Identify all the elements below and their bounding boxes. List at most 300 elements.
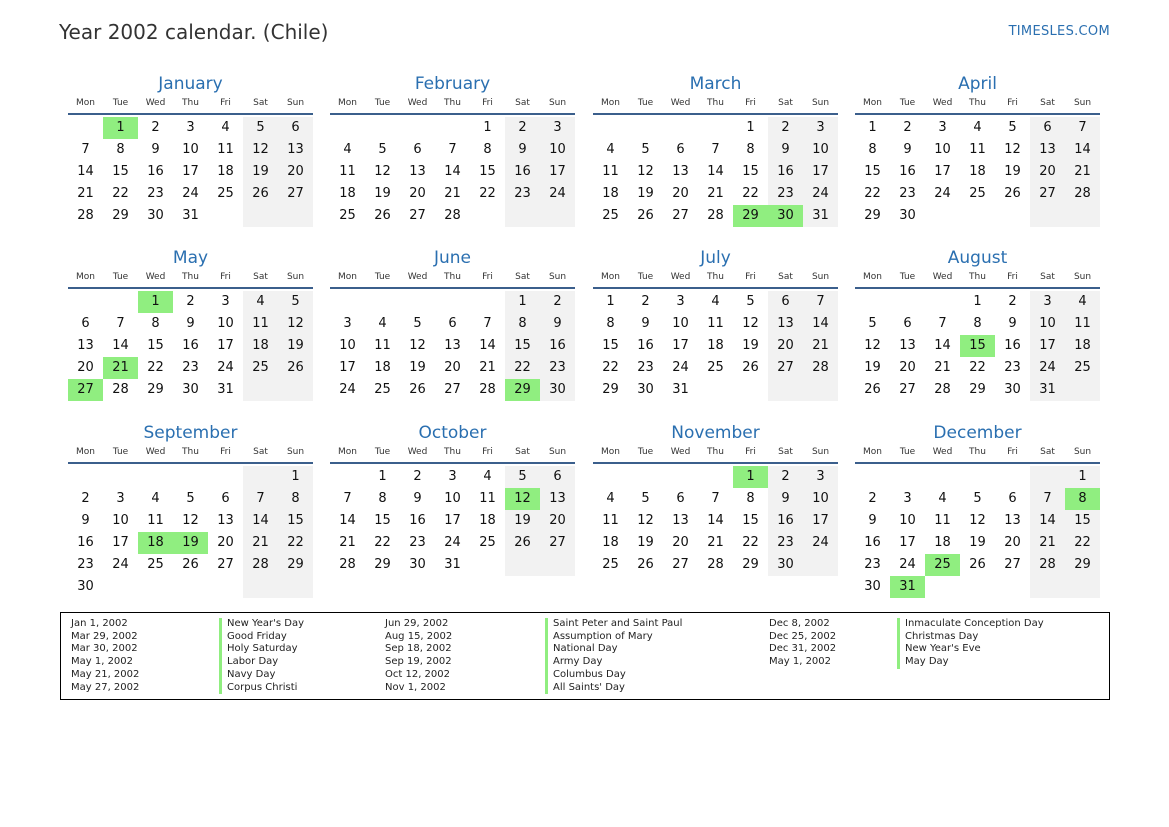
day-cell[interactable]: 26 [969,557,986,572]
day-cell[interactable]: 9 [186,316,195,331]
day-cell[interactable]: 26 [742,360,759,375]
day-cell[interactable]: 17 [803,510,838,532]
day-cell[interactable]: 13 [672,164,689,179]
day-cell[interactable]: 2 [413,469,422,484]
day-cell[interactable]: 11 [934,513,951,528]
day-cell[interactable]: 23 [768,532,803,554]
day-cell[interactable]: 12 [637,164,654,179]
holiday-day-cell[interactable]: 12 [505,488,540,510]
day-cell[interactable]: 30 [147,208,164,223]
day-cell[interactable]: 10 [182,142,199,157]
day-cell[interactable]: 31 [217,382,234,397]
day-cell[interactable]: 23 [147,186,164,201]
day-cell[interactable]: 11 [147,513,164,528]
day-cell[interactable]: 21 [479,360,496,375]
day-cell[interactable]: 21 [707,535,724,550]
day-cell[interactable]: 17 [182,164,199,179]
day-cell[interactable]: 23 [1004,360,1021,375]
day-cell[interactable]: 23 [540,357,575,379]
day-cell[interactable]: 6 [676,491,685,506]
day-cell[interactable]: 22 [112,186,129,201]
day-cell[interactable]: 25 [1065,357,1100,379]
day-cell[interactable]: 20 [409,186,426,201]
day-cell[interactable]: 8 [378,491,387,506]
day-cell[interactable]: 24 [217,360,234,375]
day-cell[interactable]: 3 [116,491,125,506]
day-cell[interactable]: 14 [803,313,838,335]
day-cell[interactable]: 21 [77,186,94,201]
day-cell[interactable]: 11 [969,142,986,157]
day-cell[interactable]: 12 [374,164,391,179]
day-cell[interactable]: 1 [973,294,982,309]
day-cell[interactable]: 5 [505,466,540,488]
day-cell[interactable]: 18 [374,360,391,375]
day-cell[interactable]: 16 [768,161,803,183]
day-cell[interactable]: 20 [1004,535,1021,550]
day-cell[interactable]: 25 [707,360,724,375]
day-cell[interactable]: 19 [969,535,986,550]
day-cell[interactable]: 30 [77,579,94,594]
day-cell[interactable]: 11 [374,338,391,353]
holiday-day-cell[interactable]: 29 [733,205,768,227]
day-cell[interactable]: 19 [1004,164,1021,179]
day-cell[interactable]: 19 [742,338,759,353]
day-cell[interactable]: 13 [278,139,313,161]
day-cell[interactable]: 28 [243,554,278,576]
day-cell[interactable]: 3 [903,491,912,506]
day-cell[interactable]: 22 [742,186,759,201]
day-cell[interactable]: 2 [868,491,877,506]
day-cell[interactable]: 6 [1030,117,1065,139]
day-cell[interactable]: 1 [606,294,615,309]
day-cell[interactable]: 20 [672,535,689,550]
day-cell[interactable]: 16 [147,164,164,179]
day-cell[interactable]: 10 [444,491,461,506]
day-cell[interactable]: 16 [409,513,426,528]
day-cell[interactable]: 16 [182,338,199,353]
day-cell[interactable]: 17 [934,164,951,179]
day-cell[interactable]: 3 [186,120,195,135]
day-cell[interactable]: 22 [147,360,164,375]
day-cell[interactable]: 11 [1065,313,1100,335]
day-cell[interactable]: 30 [864,579,881,594]
holiday-day-cell[interactable]: 1 [103,117,138,139]
day-cell[interactable]: 4 [378,316,387,331]
day-cell[interactable]: 11 [602,164,619,179]
day-cell[interactable]: 6 [81,316,90,331]
holiday-day-cell[interactable]: 8 [1065,488,1100,510]
day-cell[interactable]: 27 [217,557,234,572]
day-cell[interactable]: 5 [641,491,650,506]
day-cell[interactable]: 29 [374,557,391,572]
day-cell[interactable]: 1 [746,120,755,135]
day-cell[interactable]: 22 [278,532,313,554]
day-cell[interactable]: 16 [1004,338,1021,353]
day-cell[interactable]: 28 [934,382,951,397]
day-cell[interactable]: 22 [1065,532,1100,554]
day-cell[interactable]: 5 [746,294,755,309]
day-cell[interactable]: 28 [444,208,461,223]
day-cell[interactable]: 22 [374,535,391,550]
day-cell[interactable]: 9 [151,142,160,157]
day-cell[interactable]: 2 [81,491,90,506]
day-cell[interactable]: 8 [746,491,755,506]
day-cell[interactable]: 2 [1008,294,1017,309]
day-cell[interactable]: 4 [1065,291,1100,313]
day-cell[interactable]: 3 [221,294,230,309]
day-cell[interactable]: 10 [112,513,129,528]
day-cell[interactable]: 4 [483,469,492,484]
day-cell[interactable]: 24 [934,186,951,201]
day-cell[interactable]: 6 [768,291,803,313]
holiday-day-cell[interactable]: 15 [960,335,995,357]
day-cell[interactable]: 1 [1065,466,1100,488]
day-cell[interactable]: 26 [864,382,881,397]
day-cell[interactable]: 27 [672,208,689,223]
day-cell[interactable]: 6 [413,142,422,157]
day-cell[interactable]: 14 [934,338,951,353]
day-cell[interactable]: 1 [378,469,387,484]
day-cell[interactable]: 28 [77,208,94,223]
day-cell[interactable]: 5 [413,316,422,331]
day-cell[interactable]: 6 [278,117,313,139]
day-cell[interactable]: 25 [243,357,278,379]
day-cell[interactable]: 21 [803,335,838,357]
day-cell[interactable]: 9 [768,488,803,510]
day-cell[interactable]: 31 [672,382,689,397]
day-cell[interactable]: 7 [243,488,278,510]
site-link[interactable]: TIMESLES.COM [1008,24,1110,39]
day-cell[interactable]: 17 [540,161,575,183]
day-cell[interactable]: 15 [147,338,164,353]
day-cell[interactable]: 26 [637,208,654,223]
day-cell[interactable]: 18 [707,338,724,353]
day-cell[interactable]: 1 [483,120,492,135]
day-cell[interactable]: 27 [540,532,575,554]
day-cell[interactable]: 3 [803,117,838,139]
day-cell[interactable]: 13 [1004,513,1021,528]
day-cell[interactable]: 9 [1008,316,1017,331]
day-cell[interactable]: 5 [868,316,877,331]
day-cell[interactable]: 5 [1008,120,1017,135]
day-cell[interactable]: 3 [343,316,352,331]
day-cell[interactable]: 10 [217,316,234,331]
day-cell[interactable]: 17 [803,161,838,183]
day-cell[interactable]: 26 [1004,186,1021,201]
holiday-day-cell[interactable]: 27 [68,379,103,401]
day-cell[interactable]: 24 [444,535,461,550]
day-cell[interactable]: 13 [672,513,689,528]
day-cell[interactable]: 8 [483,142,492,157]
day-cell[interactable]: 9 [540,313,575,335]
day-cell[interactable]: 2 [540,291,575,313]
day-cell[interactable]: 14 [112,338,129,353]
day-cell[interactable]: 21 [1065,161,1100,183]
holiday-day-cell[interactable]: 1 [733,466,768,488]
day-cell[interactable]: 25 [479,535,496,550]
day-cell[interactable]: 2 [903,120,912,135]
day-cell[interactable]: 1 [868,120,877,135]
day-cell[interactable]: 25 [339,208,356,223]
day-cell[interactable]: 7 [116,316,125,331]
day-cell[interactable]: 22 [479,186,496,201]
day-cell[interactable]: 29 [864,208,881,223]
day-cell[interactable]: 2 [151,120,160,135]
day-cell[interactable]: 14 [1030,510,1065,532]
day-cell[interactable]: 4 [343,142,352,157]
day-cell[interactable]: 16 [864,535,881,550]
day-cell[interactable]: 3 [803,466,838,488]
day-cell[interactable]: 15 [864,164,881,179]
day-cell[interactable]: 13 [1030,139,1065,161]
day-cell[interactable]: 31 [182,208,199,223]
day-cell[interactable]: 30 [637,382,654,397]
day-cell[interactable]: 1 [278,466,313,488]
day-cell[interactable]: 6 [221,491,230,506]
day-cell[interactable]: 23 [505,183,540,205]
holiday-day-cell[interactable]: 18 [138,532,173,554]
day-cell[interactable]: 10 [803,139,838,161]
day-cell[interactable]: 21 [444,186,461,201]
day-cell[interactable]: 11 [707,316,724,331]
day-cell[interactable]: 10 [672,316,689,331]
day-cell[interactable]: 4 [243,291,278,313]
day-cell[interactable]: 9 [868,513,877,528]
day-cell[interactable]: 18 [339,186,356,201]
day-cell[interactable]: 21 [707,186,724,201]
day-cell[interactable]: 26 [243,183,278,205]
day-cell[interactable]: 29 [278,554,313,576]
day-cell[interactable]: 13 [444,338,461,353]
day-cell[interactable]: 6 [903,316,912,331]
day-cell[interactable]: 27 [899,382,916,397]
day-cell[interactable]: 22 [505,357,540,379]
day-cell[interactable]: 30 [768,554,803,576]
day-cell[interactable]: 11 [339,164,356,179]
day-cell[interactable]: 12 [409,338,426,353]
day-cell[interactable]: 15 [112,164,129,179]
day-cell[interactable]: 3 [540,117,575,139]
day-cell[interactable]: 10 [540,139,575,161]
day-cell[interactable]: 7 [448,142,457,157]
day-cell[interactable]: 19 [637,186,654,201]
day-cell[interactable]: 27 [768,357,803,379]
day-cell[interactable]: 23 [768,183,803,205]
day-cell[interactable]: 26 [374,208,391,223]
day-cell[interactable]: 27 [444,382,461,397]
day-cell[interactable]: 28 [339,557,356,572]
day-cell[interactable]: 19 [637,535,654,550]
day-cell[interactable]: 25 [217,186,234,201]
day-cell[interactable]: 13 [899,338,916,353]
day-cell[interactable]: 15 [505,335,540,357]
day-cell[interactable]: 31 [803,205,838,227]
day-cell[interactable]: 14 [707,513,724,528]
day-cell[interactable]: 8 [868,142,877,157]
holiday-day-cell[interactable]: 19 [173,532,208,554]
day-cell[interactable]: 12 [182,513,199,528]
day-cell[interactable]: 17 [1030,335,1065,357]
day-cell[interactable]: 28 [1065,183,1100,205]
day-cell[interactable]: 8 [505,313,540,335]
day-cell[interactable]: 4 [606,142,615,157]
day-cell[interactable]: 23 [637,360,654,375]
day-cell[interactable]: 8 [973,316,982,331]
day-cell[interactable]: 10 [339,338,356,353]
day-cell[interactable]: 16 [505,161,540,183]
day-cell[interactable]: 17 [899,535,916,550]
day-cell[interactable]: 4 [151,491,160,506]
day-cell[interactable]: 6 [540,466,575,488]
day-cell[interactable]: 12 [742,316,759,331]
day-cell[interactable]: 18 [217,164,234,179]
day-cell[interactable]: 14 [243,510,278,532]
day-cell[interactable]: 21 [339,535,356,550]
holiday-day-cell[interactable]: 21 [103,357,138,379]
day-cell[interactable]: 19 [278,335,313,357]
day-cell[interactable]: 28 [707,208,724,223]
day-cell[interactable]: 2 [641,294,650,309]
day-cell[interactable]: 3 [938,120,947,135]
day-cell[interactable]: 5 [378,142,387,157]
day-cell[interactable]: 24 [899,557,916,572]
day-cell[interactable]: 13 [768,313,803,335]
holiday-day-cell[interactable]: 25 [925,554,960,576]
day-cell[interactable]: 9 [413,491,422,506]
day-cell[interactable]: 24 [339,382,356,397]
day-cell[interactable]: 3 [448,469,457,484]
day-cell[interactable]: 16 [637,338,654,353]
day-cell[interactable]: 27 [409,208,426,223]
day-cell[interactable]: 7 [1030,488,1065,510]
day-cell[interactable]: 24 [112,557,129,572]
day-cell[interactable]: 16 [77,535,94,550]
day-cell[interactable]: 29 [602,382,619,397]
day-cell[interactable]: 7 [483,316,492,331]
day-cell[interactable]: 11 [479,491,496,506]
day-cell[interactable]: 15 [278,510,313,532]
day-cell[interactable]: 7 [711,142,720,157]
day-cell[interactable]: 14 [707,164,724,179]
day-cell[interactable]: 10 [899,513,916,528]
day-cell[interactable]: 12 [278,313,313,335]
day-cell[interactable]: 14 [339,513,356,528]
day-cell[interactable]: 30 [182,382,199,397]
holiday-day-cell[interactable]: 29 [505,379,540,401]
day-cell[interactable]: 20 [77,360,94,375]
day-cell[interactable]: 8 [746,142,755,157]
day-cell[interactable]: 15 [1065,510,1100,532]
day-cell[interactable]: 18 [479,513,496,528]
day-cell[interactable]: 25 [147,557,164,572]
day-cell[interactable]: 6 [676,142,685,157]
day-cell[interactable]: 11 [217,142,234,157]
day-cell[interactable]: 30 [1004,382,1021,397]
day-cell[interactable]: 30 [409,557,426,572]
day-cell[interactable]: 5 [641,142,650,157]
day-cell[interactable]: 21 [934,360,951,375]
day-cell[interactable]: 5 [186,491,195,506]
day-cell[interactable]: 12 [969,513,986,528]
day-cell[interactable]: 8 [151,316,160,331]
day-cell[interactable]: 20 [540,510,575,532]
day-cell[interactable]: 27 [1030,183,1065,205]
holiday-day-cell[interactable]: 31 [890,576,925,598]
day-cell[interactable]: 16 [899,164,916,179]
day-cell[interactable]: 27 [672,557,689,572]
day-cell[interactable]: 4 [938,491,947,506]
day-cell[interactable]: 7 [1065,117,1100,139]
day-cell[interactable]: 4 [711,294,720,309]
day-cell[interactable]: 12 [637,513,654,528]
day-cell[interactable]: 13 [540,488,575,510]
day-cell[interactable]: 14 [77,164,94,179]
day-cell[interactable]: 4 [221,120,230,135]
day-cell[interactable]: 4 [606,491,615,506]
day-cell[interactable]: 15 [742,513,759,528]
day-cell[interactable]: 30 [540,379,575,401]
day-cell[interactable]: 19 [864,360,881,375]
day-cell[interactable]: 23 [899,186,916,201]
day-cell[interactable]: 8 [278,488,313,510]
day-cell[interactable]: 24 [803,532,838,554]
day-cell[interactable]: 12 [243,139,278,161]
day-cell[interactable]: 24 [672,360,689,375]
day-cell[interactable]: 20 [672,186,689,201]
day-cell[interactable]: 31 [444,557,461,572]
day-cell[interactable]: 20 [444,360,461,375]
day-cell[interactable]: 5 [278,291,313,313]
day-cell[interactable]: 12 [864,338,881,353]
day-cell[interactable]: 17 [217,338,234,353]
day-cell[interactable]: 16 [768,510,803,532]
day-cell[interactable]: 29 [147,382,164,397]
day-cell[interactable]: 28 [1030,554,1065,576]
day-cell[interactable]: 26 [278,357,313,379]
day-cell[interactable]: 11 [243,313,278,335]
day-cell[interactable]: 27 [1004,557,1021,572]
day-cell[interactable]: 10 [803,488,838,510]
day-cell[interactable]: 23 [77,557,94,572]
day-cell[interactable]: 25 [602,208,619,223]
day-cell[interactable]: 26 [182,557,199,572]
day-cell[interactable]: 24 [1030,357,1065,379]
day-cell[interactable]: 29 [112,208,129,223]
day-cell[interactable]: 8 [606,316,615,331]
holiday-day-cell[interactable]: 1 [138,291,173,313]
day-cell[interactable]: 7 [711,491,720,506]
day-cell[interactable]: 20 [1030,161,1065,183]
day-cell[interactable]: 25 [602,557,619,572]
day-cell[interactable]: 20 [217,535,234,550]
day-cell[interactable]: 18 [602,186,619,201]
day-cell[interactable]: 20 [278,161,313,183]
holiday-day-cell[interactable]: 30 [768,205,803,227]
day-cell[interactable]: 13 [217,513,234,528]
day-cell[interactable]: 2 [505,117,540,139]
day-cell[interactable]: 3 [676,294,685,309]
day-cell[interactable]: 3 [1030,291,1065,313]
day-cell[interactable]: 31 [1030,379,1065,401]
day-cell[interactable]: 7 [343,491,352,506]
day-cell[interactable]: 28 [803,357,838,379]
day-cell[interactable]: 22 [742,535,759,550]
day-cell[interactable]: 19 [374,186,391,201]
day-cell[interactable]: 7 [938,316,947,331]
day-cell[interactable]: 7 [81,142,90,157]
day-cell[interactable]: 6 [448,316,457,331]
day-cell[interactable]: 9 [641,316,650,331]
